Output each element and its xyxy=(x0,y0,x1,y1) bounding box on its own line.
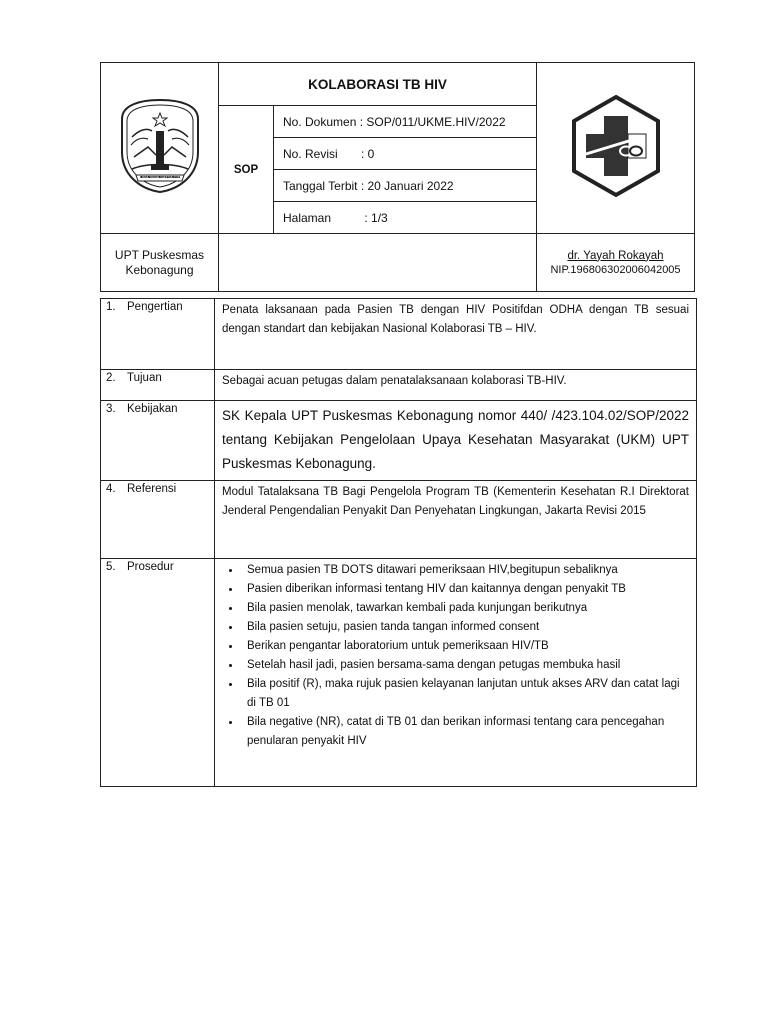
section-pengertian-text: Penata laksanaan pada Pasien TB dengan HIV Positifdan ODHA dengan TB sesuai dengan standart dan kebijakan Nasional Kolaborasi TB – HIV. xyxy=(215,299,697,370)
section-tujuan-text: Sebagai acuan petugas dalam penatalaksanaan kolaborasi TB-HIV. xyxy=(215,370,697,401)
list-item: • Berikan pengantar laboratorium untuk pemeriksaan HIV/TB xyxy=(241,637,689,656)
sop-header-table xyxy=(100,62,695,292)
organization-name xyxy=(101,234,219,292)
right-logo-cell xyxy=(537,63,695,234)
blank-footer-cell xyxy=(219,234,537,292)
list-item: • Pasien diberikan informasi tentang HIV dan kaitannya dengan penyakit TB xyxy=(241,580,689,599)
section-row xyxy=(101,559,697,787)
section-row xyxy=(101,299,697,370)
org-line-1: UPT Puskesmas xyxy=(114,247,205,262)
puskesmas-logo-icon xyxy=(570,94,662,198)
section-prosedur xyxy=(215,559,697,787)
left-logo-cell xyxy=(101,63,219,234)
list-item: • Bila pasien menolak, tawarkan kembali pada kunjungan berikutnya xyxy=(241,599,689,618)
regency-emblem-icon xyxy=(118,97,202,195)
sop-label: SOP xyxy=(219,106,274,234)
list-item: • Bila positif (R), maka rujuk pasien kelayanan lanjutan untuk akses ARV dan catat lagi di TB 01 xyxy=(241,675,689,713)
section-label: 4. Referensi xyxy=(101,481,215,559)
section-referensi-text: Modul Tatalaksana TB Bagi Pengelola Program TB (Kementerin Kesehatan R.I Direktorat Jenderal Pengendalian Penyakit Dan Penyehatan Lingkungan, Jakarta Revisi 2015 xyxy=(215,481,697,559)
section-label: 3. Kebijakan xyxy=(101,401,215,481)
section-label: 2. Tujuan xyxy=(101,370,215,401)
section-kebijakan-text: SK Kepala UPT Puskesmas Kebonagung nomor 440/ /423.104.02/SOP/2022 tentang Kebijakan Pengelolaan Upaya Kesehatan Masyarakat (UKM) UPT Puskesmas Kebonagung. xyxy=(215,401,697,481)
revision-number: No. Revisi : 0 xyxy=(274,138,537,170)
section-row xyxy=(101,401,697,481)
doc-number: No. Dokumen : SOP/011/UKME.HIV/2022 xyxy=(274,106,537,138)
list-item: • Bila negative (NR), catat di TB 01 dan berikan informasi tentang cara pencegahan penularan penyakit HIV xyxy=(241,713,689,751)
org-line-2: Kebonagung xyxy=(125,262,194,277)
list-item: • Bila pasien setuju, pasien tanda tangan informed consent xyxy=(241,618,689,637)
issue-date: Tanggal Terbit : 20 Januari 2022 xyxy=(274,170,537,202)
section-label: 1. Pengertian xyxy=(101,299,215,370)
emblem-motto: KURA SIMA SATYA CITA xyxy=(137,174,182,179)
signatory xyxy=(537,234,695,292)
section-row xyxy=(101,370,697,401)
list-item: • Setelah hasil jadi, pasien bersama-sama dengan petugas membuka hasil xyxy=(241,656,689,675)
list-item: • Semua pasien TB DOTS ditawari pemeriksaan HIV,begitupun sebaliknya xyxy=(241,561,689,580)
section-row xyxy=(101,481,697,559)
page-number: Halaman : 1/3 xyxy=(274,202,537,234)
signatory-nip: NIP.196806302006042005 xyxy=(550,263,681,276)
section-label: 5. Prosedur xyxy=(101,559,215,787)
sop-title: KOLABORASI TB HIV xyxy=(219,63,537,106)
signatory-name: dr. Yayah Rokayah xyxy=(567,249,664,262)
sop-content-table xyxy=(100,298,697,787)
procedure-list xyxy=(222,561,689,751)
